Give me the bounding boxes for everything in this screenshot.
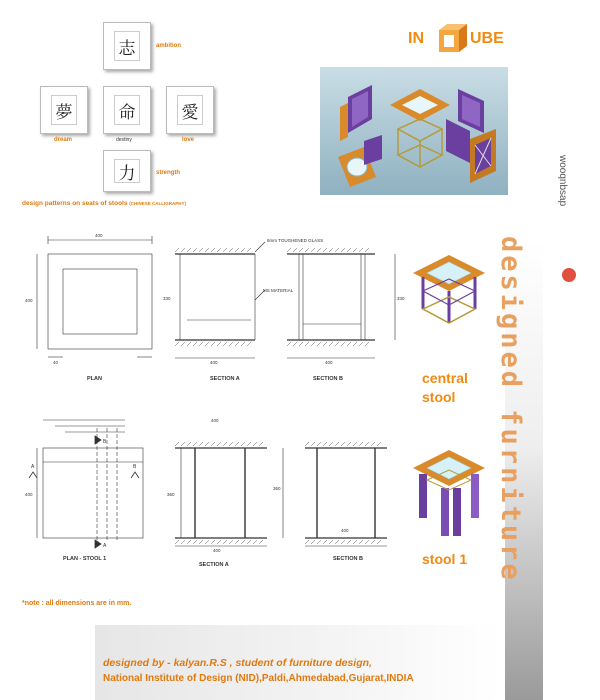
dim-s1-secA-height: 360 (167, 492, 175, 497)
tile-strength (103, 150, 151, 192)
dim-secB-width: 400 (325, 360, 333, 365)
tile-ambition (103, 22, 151, 70)
mark-a-bottom: A (103, 543, 107, 549)
central-drawings (15, 222, 415, 392)
credit-line-1: designed by - kalyan.R.S , student of furniture design, (103, 657, 372, 669)
dim-s1-secB-height: 360 (273, 486, 281, 491)
label-destiny: destiny (116, 137, 132, 143)
label-strength: strength (156, 170, 180, 176)
dim-secA-height: 330 (163, 296, 171, 301)
tile-love (166, 86, 214, 134)
central-stool-label: central stool (422, 370, 468, 405)
glyph-love: 愛 (177, 95, 203, 125)
incube-logo (408, 22, 518, 62)
side-brand: wooqnbsap (557, 155, 568, 207)
dim-plan-small: 40 (53, 360, 59, 365)
side-brand-logo (562, 268, 576, 282)
glyph-ambition: 志 (114, 31, 140, 61)
tile-destiny (103, 86, 151, 134)
glyph-destiny: 命 (114, 95, 140, 125)
calligraphy-caption: design patterns on seats of stools (CHINESE CALLIGRAPHY) (22, 200, 187, 207)
stool1-render (409, 440, 489, 544)
dim-s1-secB-width: 400 (341, 528, 349, 533)
label-ambition: ambition (156, 43, 181, 49)
logo-text-right: UBE (470, 30, 504, 47)
label-plan-stool1: PLAN - STOOL 1 (63, 556, 107, 562)
mark-b-right: B (133, 464, 137, 470)
dim-secA-width: 400 (210, 360, 218, 365)
label-plan: PLAN (87, 376, 102, 382)
dim-s1-plan-side: 400 (25, 492, 33, 497)
glyph-strength: 力 (114, 159, 140, 183)
label-section-b: SECTION B (313, 376, 343, 382)
label-love: love (182, 137, 195, 143)
tile-dream (40, 86, 88, 134)
dim-plan-top: 400 (95, 233, 103, 238)
glyph-dream: 夢 (51, 95, 77, 125)
side-title: designed furniture (495, 236, 526, 583)
note-material: MS MATERIAL (263, 288, 294, 293)
mark-b-top: B (103, 439, 107, 445)
dim-secB-height: 330 (397, 296, 405, 301)
dim-plan-side: 400 (25, 298, 33, 303)
label-dream: dream (54, 137, 73, 143)
credit-line-2: National Institute of Design (NID),Paldi,Ahmedabad,Gujarat,INDIA (103, 673, 414, 684)
stool1-drawings (15, 410, 415, 575)
dim-s1-secA-top: 400 (211, 418, 219, 423)
label-s1-section-a: SECTION A (199, 562, 229, 568)
note-glass: 6mm TOUGHENED GLASS (267, 238, 324, 243)
logo-text-left: IN (408, 30, 424, 47)
logo-cube-icon (435, 22, 469, 56)
exploded-render (320, 67, 508, 195)
mark-a-left: A (31, 464, 35, 470)
label-s1-section-b: SECTION B (333, 556, 363, 562)
stool1-label: stool 1 (422, 551, 468, 567)
central-stool-render (409, 247, 489, 327)
dim-s1-secA-width: 400 (213, 548, 221, 553)
dimensions-note: *note : all dimensions are in mm. (22, 600, 132, 607)
label-section-a: SECTION A (210, 376, 240, 382)
